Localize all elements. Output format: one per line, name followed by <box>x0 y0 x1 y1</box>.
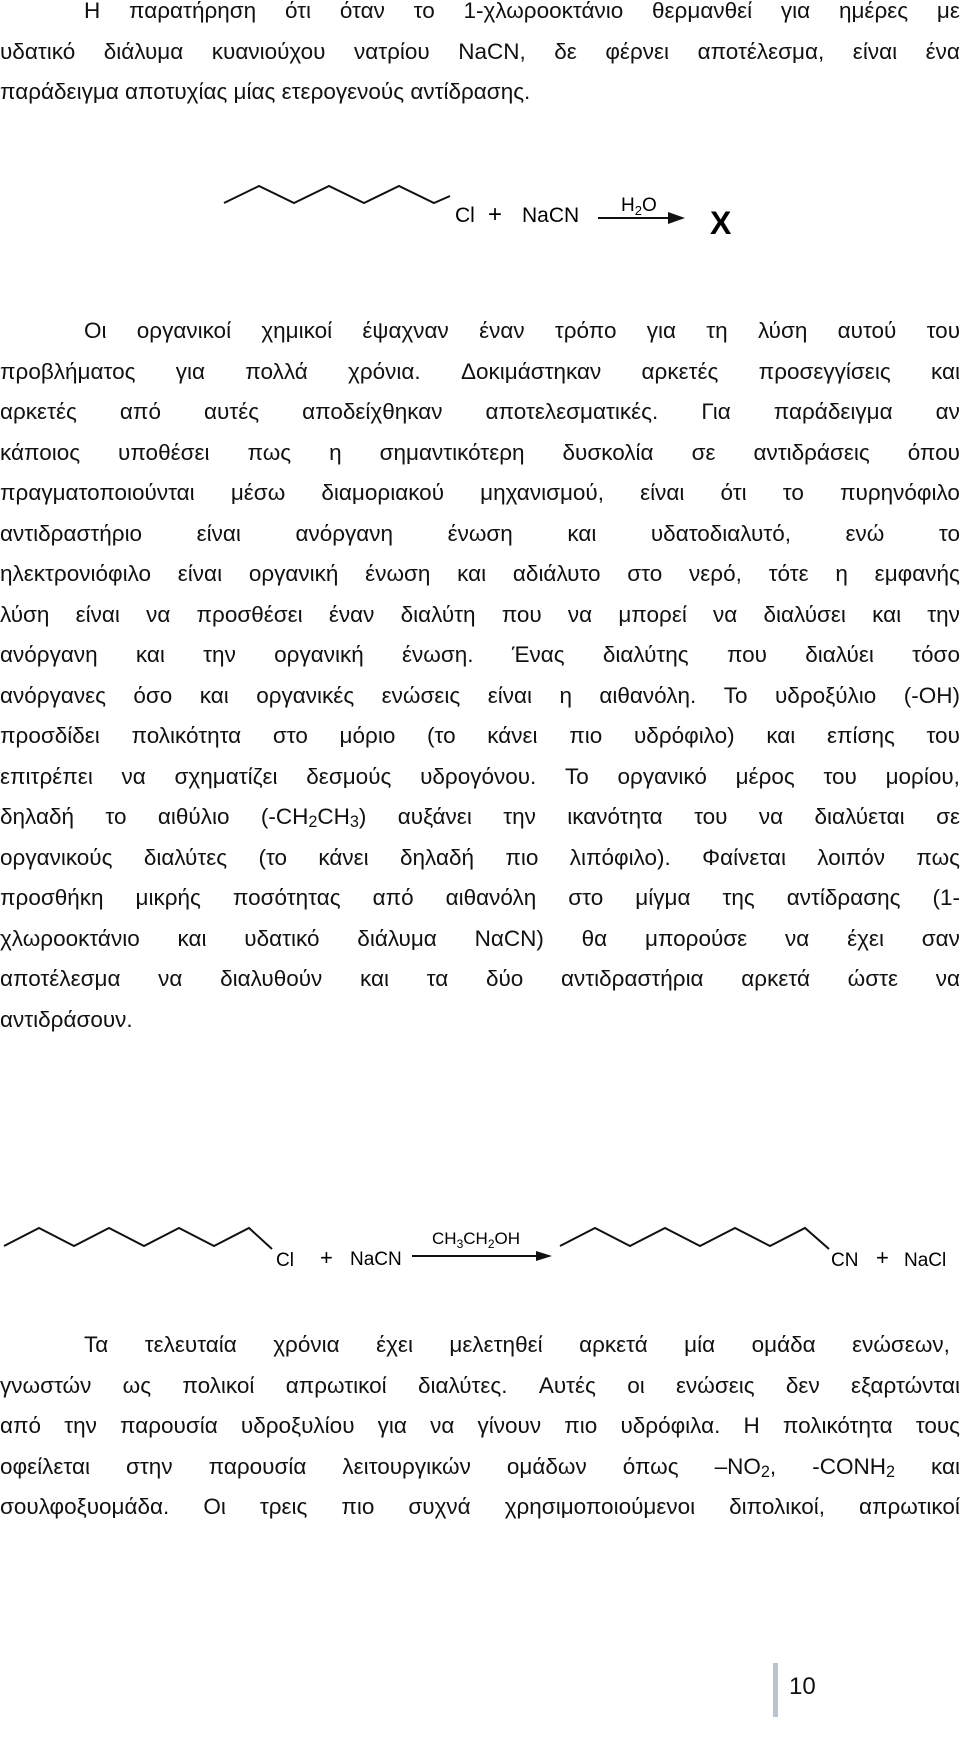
word: τη <box>706 318 728 343</box>
word: να <box>146 601 171 627</box>
word: ένα <box>925 38 960 64</box>
word: θερμανθεί <box>652 0 753 23</box>
word: στο <box>568 885 604 910</box>
word: πιο <box>505 844 539 870</box>
text-line-groups: οφείλεται στην παρουσία λειτουργικών ομάδων όπως $-NO_2$, $-CONH_2$ και <box>0 1453 960 1481</box>
word: υδρόφιλο) <box>633 723 735 748</box>
text-line <box>0 838 960 879</box>
word: τους <box>915 1413 960 1438</box>
word: πως <box>916 844 960 870</box>
word: τότε <box>768 561 809 586</box>
word: είναι <box>640 480 685 505</box>
chlorine-label: Cl <box>276 1250 294 1271</box>
word: έψαχναν <box>362 318 449 343</box>
word: έχει <box>847 925 884 951</box>
word: να <box>935 966 960 991</box>
word: την <box>64 1413 97 1438</box>
word: διαλύτη <box>400 601 476 627</box>
word: αυτού <box>837 318 897 343</box>
word: του <box>926 318 960 343</box>
text-line <box>0 1406 960 1447</box>
word: μηχανισμού, <box>480 480 604 505</box>
word: το <box>413 0 435 23</box>
word: και <box>135 642 165 667</box>
word: ανόργανες <box>0 682 106 708</box>
word: υποθέσει <box>118 439 210 465</box>
paragraph-intro <box>0 0 960 113</box>
word: και <box>359 966 389 991</box>
word: για <box>780 0 811 23</box>
word: χρόνια. <box>348 358 421 384</box>
word: παρατήρηση <box>129 0 257 23</box>
word: κυανιούχου <box>211 38 326 64</box>
word: δεν <box>785 1372 820 1398</box>
word: αντίδρασης <box>786 885 901 910</box>
word: με <box>936 0 960 23</box>
word: Για <box>701 399 731 424</box>
word: Το <box>723 682 748 708</box>
word: μέσω <box>230 480 286 505</box>
word: ανόργανη <box>0 642 98 667</box>
word: προβλήματος <box>0 358 136 384</box>
word: σημαντικότερη <box>379 439 525 465</box>
word: να <box>567 601 593 627</box>
word: όσο <box>133 682 173 708</box>
word: εμφανής <box>874 561 960 586</box>
word: γνωστών <box>0 1372 92 1398</box>
text-line <box>0 676 960 717</box>
word: από <box>119 399 161 424</box>
word: κάποιος <box>0 439 81 465</box>
word: και <box>199 682 229 708</box>
word: Οι <box>203 1494 226 1519</box>
text-line <box>0 919 960 960</box>
word: οργανική <box>248 561 339 586</box>
word: είναι <box>177 561 223 586</box>
word: διαμοριακού <box>321 480 444 505</box>
word: στο <box>272 723 308 748</box>
word: του <box>926 723 960 748</box>
product-label: X <box>710 205 732 241</box>
word: ενώ <box>845 520 885 546</box>
text-line-ethyl: δηλαδή το αιθύλιο $(-CH_2CH_3)$ αυξάνει την ικανότητα του να διαλύεται σε <box>0 804 960 831</box>
word: (το <box>258 844 288 870</box>
text-line <box>0 554 960 595</box>
word: Φαίνεται <box>702 844 786 870</box>
word: τόσο <box>912 642 960 667</box>
word: νερό, <box>689 561 742 586</box>
word: (-OH) <box>903 682 960 708</box>
word: να <box>158 966 183 991</box>
text-line <box>0 433 960 474</box>
word: υδρόφιλα. <box>620 1413 721 1438</box>
word: αποτέλεσμα <box>0 966 121 991</box>
text-line <box>0 32 960 73</box>
reagent-label: NaCN <box>522 204 580 227</box>
word: είναι <box>487 682 532 708</box>
word: κάνει <box>318 844 369 870</box>
word: ότι <box>284 0 312 23</box>
word: που <box>726 642 767 667</box>
word: προσθήκη <box>0 885 104 910</box>
plus-sign-2: + <box>876 1245 889 1270</box>
text-line <box>0 0 960 32</box>
word: NaCN, <box>458 38 526 64</box>
word: οι <box>627 1372 645 1398</box>
text-line <box>0 514 960 555</box>
word: ηλεκτρονιόφιλο <box>0 561 152 586</box>
word: αρκετές <box>0 399 77 424</box>
word: μίγμα <box>635 885 691 910</box>
word: μία <box>684 1332 716 1357</box>
word: διαλύει <box>805 642 874 667</box>
word: στο <box>627 561 663 586</box>
byproduct-label: NaCl <box>904 1250 947 1271</box>
word: ένωση <box>447 520 513 546</box>
word: Το <box>565 763 589 789</box>
word: διπολικοί, <box>729 1494 825 1519</box>
octyl-chain <box>4 1228 272 1249</box>
word: η <box>329 439 342 465</box>
word: διαλύσει <box>763 601 846 627</box>
reaction-scheme-1 <box>0 180 960 250</box>
word: αποδείχθηκαν <box>302 399 443 424</box>
word: διαλύτες. <box>417 1372 508 1398</box>
word: είναι <box>75 601 120 627</box>
word: Η <box>743 1413 760 1438</box>
word: μέρος <box>735 763 795 789</box>
word: αδιάλυτο <box>512 561 601 586</box>
word: αρκετές <box>641 358 719 384</box>
reaction-scheme-2 <box>0 1222 960 1292</box>
word: και <box>177 925 207 951</box>
word: μελετηθεί <box>449 1332 543 1357</box>
text-line <box>0 635 960 676</box>
word: ενώσεις <box>381 682 461 708</box>
word: από <box>372 885 414 910</box>
word: και <box>457 561 487 586</box>
arrowhead <box>536 1251 552 1261</box>
word: πολλά <box>245 358 308 384</box>
plus-sign: + <box>320 1245 333 1270</box>
word: η <box>559 682 572 708</box>
word: υδατοδιαλυτό, <box>650 520 791 546</box>
word: φέρνει <box>605 38 670 64</box>
page-number: 10 <box>789 1673 816 1700</box>
word: γίνουν <box>477 1413 542 1438</box>
word: ότι <box>720 480 747 505</box>
word: για <box>646 318 677 343</box>
word: ενώσεων, <box>852 1332 950 1357</box>
word: Αυτές <box>538 1372 596 1398</box>
plus-sign: + <box>488 201 503 228</box>
word: νατρίου <box>353 38 430 64</box>
text-line <box>0 716 960 757</box>
word: πολικοί <box>182 1372 255 1398</box>
text-line <box>0 1366 960 1407</box>
word: ημέρες <box>838 0 909 23</box>
word: αντιδράσεις <box>753 439 870 465</box>
word: τρόπο <box>554 318 617 343</box>
text-line: παράδειγμα αποτυχίας μίας ετερογενούς αντίδρασης. <box>0 79 531 104</box>
text-line: αντιδράσουν. <box>0 1006 133 1032</box>
word: της <box>722 885 755 910</box>
word: διαλύτης <box>602 642 689 667</box>
word: να <box>785 925 810 951</box>
word: για <box>377 1413 407 1438</box>
word: ώστε <box>847 966 899 991</box>
word: χημικοί <box>261 318 333 343</box>
word: (το <box>427 723 456 748</box>
text-line <box>0 1487 960 1528</box>
word: πολικότητα <box>782 1413 893 1438</box>
word: την <box>203 642 236 667</box>
word: πιο <box>569 723 603 748</box>
word: ενώσεις <box>676 1372 755 1398</box>
text-line <box>0 352 960 393</box>
text-line <box>0 757 960 798</box>
paragraph-solutions <box>0 311 960 1040</box>
word: η <box>835 561 848 586</box>
word: ως <box>122 1372 152 1398</box>
word: απρωτικοί <box>858 1494 960 1519</box>
word: λιπόφιλο). <box>569 844 671 870</box>
reaction-scheme-1-drawing <box>0 180 960 250</box>
text-line <box>0 392 960 433</box>
word: παράδειγμα <box>773 399 893 424</box>
word: θα <box>581 925 608 951</box>
text-line <box>0 878 960 919</box>
word: μικρής <box>135 885 201 910</box>
word: πιο <box>341 1494 375 1519</box>
text-line <box>0 595 960 636</box>
word: επίσης <box>827 723 895 748</box>
word: πραγματοποιούνται <box>0 480 195 505</box>
word: οργανικές <box>256 682 355 708</box>
word: σχηματίζει <box>174 763 278 789</box>
word: μόριο <box>339 723 396 748</box>
word: διάλυμα <box>103 38 184 64</box>
word: και <box>766 723 796 748</box>
word: ποσότητας <box>232 885 341 910</box>
word: λοιπόν <box>817 844 886 870</box>
word: επιτρέπει <box>0 763 93 789</box>
word: τα <box>426 966 449 991</box>
word: τρεις <box>259 1494 308 1519</box>
word: δυσκολία <box>562 439 654 465</box>
word: και <box>567 520 597 546</box>
word: για <box>175 358 205 384</box>
word: από <box>0 1413 42 1438</box>
word: όταν <box>339 0 385 23</box>
word: αρκετά <box>741 966 810 991</box>
word: έχει <box>376 1332 413 1357</box>
word: είναι <box>196 520 241 546</box>
word: 1-χλωροοκτάνιο <box>463 0 624 23</box>
reaction-scheme-2-drawing <box>0 1222 960 1292</box>
word: αιθανόλη <box>445 885 537 910</box>
word: όπου <box>907 439 960 465</box>
word: που <box>501 601 542 627</box>
word: αρκετά <box>579 1332 648 1357</box>
word: διαλύτες <box>143 844 228 870</box>
page-number-bar <box>773 1663 778 1717</box>
word: αντιδραστήριο <box>0 520 143 546</box>
solvent-label: $H_2O$ <box>621 195 657 218</box>
word: πως <box>247 439 292 465</box>
word: προσθέσει <box>196 601 303 627</box>
word: πιο <box>564 1413 598 1438</box>
word: παρουσία <box>120 1413 218 1438</box>
word: είναι <box>852 38 898 64</box>
word: οργανική <box>274 642 364 667</box>
word: και <box>872 601 902 627</box>
word: δύο <box>485 966 524 991</box>
solvent-label: $CH_3CH_2OH$ <box>432 1229 520 1251</box>
text-line <box>0 1325 960 1366</box>
word: οργανικούς <box>0 844 113 870</box>
word: πολικότητα <box>131 723 242 748</box>
word: υδροξύλιο <box>775 682 877 708</box>
word: αυτές <box>204 399 260 424</box>
word: υδροξυλίου <box>240 1413 355 1438</box>
word: τελευταία <box>144 1332 237 1357</box>
word: οργανικοί <box>136 318 232 343</box>
word: διαλυθούν <box>220 966 323 991</box>
word: προσεγγίσεις <box>758 358 891 384</box>
word: το <box>782 480 804 505</box>
word: σαν <box>921 925 960 951</box>
word: υδατικό <box>244 925 320 951</box>
word: πυρηνόφιλο <box>839 480 960 505</box>
word: έναν <box>479 318 525 343</box>
word: ένωση <box>365 561 431 586</box>
word: ανόργανη <box>295 520 394 546</box>
word: διάλυμα <box>357 925 437 951</box>
word: μορίου, <box>885 763 960 789</box>
word: Ένας <box>511 642 565 667</box>
word: απρωτικοί <box>285 1372 387 1398</box>
word: Οι <box>84 318 107 343</box>
word: προσδίδει <box>0 723 100 748</box>
word: δε <box>554 38 577 64</box>
word: του <box>823 763 857 789</box>
word: δηλαδή <box>400 844 474 870</box>
word: λύση <box>0 601 50 627</box>
text-line <box>0 473 960 514</box>
chlorine-label: Cl <box>455 204 475 227</box>
word: να <box>121 763 146 789</box>
word: υδατικό <box>0 38 76 64</box>
word: συχνά <box>408 1494 471 1519</box>
word: έναν <box>328 601 375 627</box>
word: εξαρτώνται <box>851 1372 960 1398</box>
word: ένωση. <box>402 642 474 667</box>
nitrile-label: CN <box>831 1250 859 1271</box>
word: σε <box>691 439 716 465</box>
word: να <box>713 601 738 627</box>
word: να <box>430 1413 455 1438</box>
word: και <box>930 358 960 384</box>
word: οργανικό <box>617 763 707 789</box>
word: αποτελεσματικές. <box>485 399 659 424</box>
word: δεσμούς <box>306 763 392 789</box>
word: Η <box>84 0 101 23</box>
word: αν <box>935 399 960 424</box>
word: αντιδραστήρια <box>561 966 704 991</box>
word: NαCN) <box>474 925 544 951</box>
paragraph-aprotic <box>0 1325 960 1528</box>
octyl-chain <box>224 186 450 203</box>
nonyl-nitrile-chain <box>560 1228 829 1249</box>
text-line <box>0 311 960 352</box>
word: χλωροοκτάνιο <box>0 925 140 951</box>
word: Τα <box>84 1332 109 1357</box>
word: αποτέλεσμα, <box>697 38 825 64</box>
word: ομάδα <box>751 1332 816 1357</box>
word: κάνει <box>487 723 538 748</box>
reagent-label: NaCN <box>350 1249 402 1270</box>
word: λύση <box>757 318 808 343</box>
word: υδρογόνου. <box>420 763 537 789</box>
word: χρησιμοποιούμενοι <box>504 1494 696 1519</box>
word: χρόνια <box>273 1332 340 1357</box>
word: Δοκιμάστηκαν <box>460 358 602 384</box>
arrowhead <box>668 212 685 224</box>
word: μπορεί <box>618 601 687 627</box>
text-line <box>0 959 960 1000</box>
word: αιθανόλη. <box>599 682 697 708</box>
word: μπορούσε <box>645 925 748 951</box>
word: σουλφοξυομάδα. <box>0 1494 170 1519</box>
word: το <box>938 520 960 546</box>
word: την <box>927 601 960 627</box>
word: (1- <box>932 885 960 910</box>
